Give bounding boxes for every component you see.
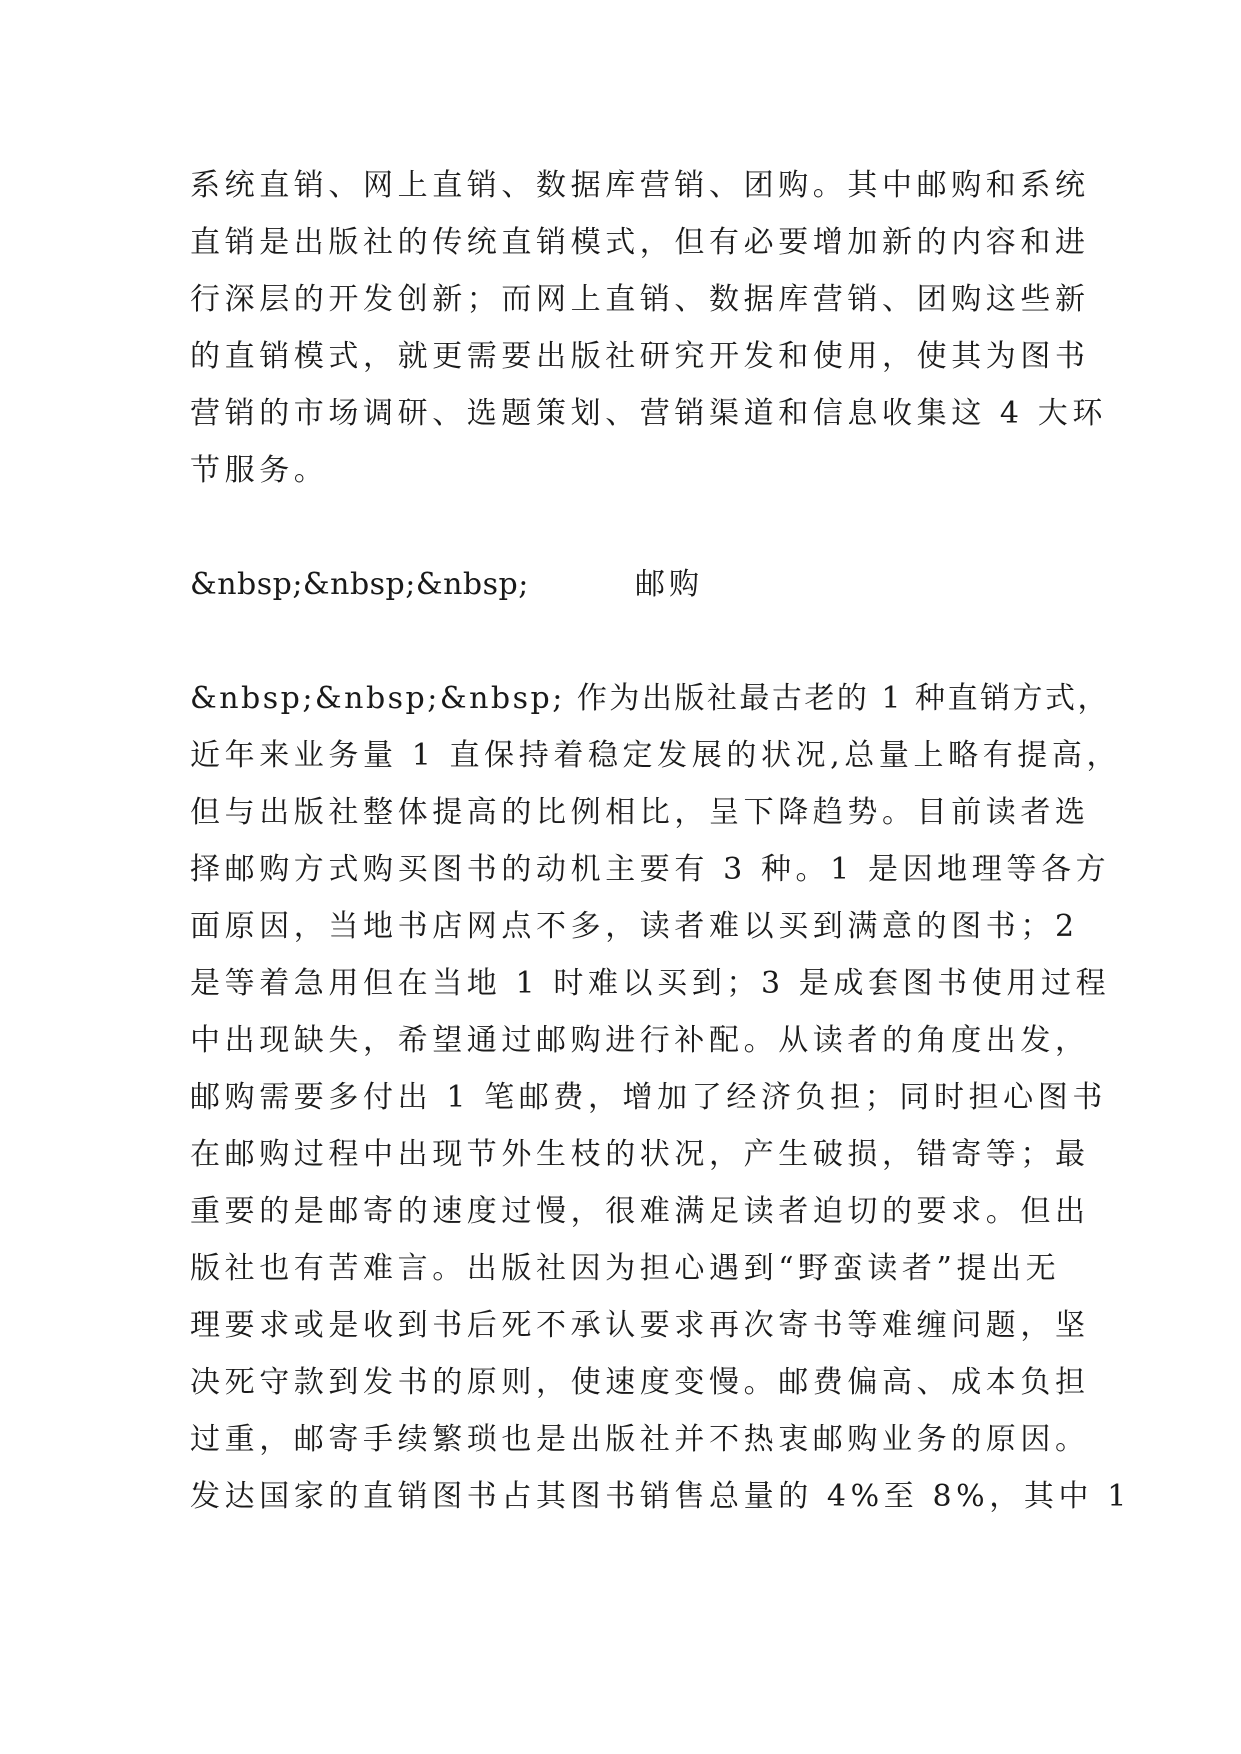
- paragraph-2-line: &nbsp;&nbsp;&nbsp; 作为出版社最古老的 1 种直销方式，: [190, 681, 1111, 716]
- section-heading-prefix: &nbsp;&nbsp;&nbsp;: [190, 567, 529, 602]
- paragraph-2-line: 发达国家的直销图书占其图书销售总量的 4%至 8%，其中 1: [190, 1479, 1131, 1514]
- paragraph-1-line: 系统直销、网上直销、数据库营销、团购。其中邮购和系统: [190, 168, 1090, 203]
- paragraph-2-line: 重要的是邮寄的速度过慢，很难满足读者迫切的要求。但出: [190, 1194, 1090, 1229]
- paragraph-1-line: 的直销模式，就更需要出版社研究开发和使用，使其为图书: [190, 339, 1090, 374]
- paragraph-2-line: 在邮购过程中出现节外生枝的状况，产生破损，错寄等；最: [190, 1137, 1090, 1172]
- paragraph-2-line: 版社也有苦难言。出版社因为担心遇到“野蛮读者”提出无: [190, 1251, 1061, 1286]
- paragraph-2-line: 理要求或是收到书后死不承认要求再次寄书等难缠问题，坚: [190, 1308, 1090, 1343]
- paragraph-1-line: 节服务。: [190, 453, 329, 488]
- paragraph-2-line: 过重，邮寄手续繁琐也是出版社并不热衷邮购业务的原因。: [190, 1422, 1090, 1457]
- paragraph-1-line: 营销的市场调研、选题策划、营销渠道和信息收集这 4 大环: [190, 396, 1107, 431]
- paragraph-1-line: 直销是出版社的传统直销模式，但有必要增加新的内容和进: [190, 225, 1090, 260]
- paragraph-2-line: 面原因，当地书店网点不多，读者难以买到满意的图书；2: [190, 909, 1079, 944]
- paragraph-2-line: 邮购需要多付出 1 笔邮费，增加了经济负担；同时担心图书: [190, 1080, 1107, 1115]
- paragraph-1-line: 行深层的开发创新；而网上直销、数据库营销、团购这些新: [190, 282, 1090, 317]
- paragraph-2-line: 是等着急用但在当地 1 时难以买到；3 是成套图书使用过程: [190, 966, 1111, 1001]
- paragraph-2-line: 中出现缺失，希望通过邮购进行补配。从读者的角度出发，: [190, 1023, 1090, 1058]
- paragraph-2-line: 近年来业务量 1 直保持着稳定发展的状况,总量上略有提高，: [190, 738, 1122, 773]
- section-heading: [190, 555, 703, 615]
- paragraph-2-line: 决死守款到发书的原则，使速度变慢。邮费偏高、成本负担: [190, 1365, 1090, 1400]
- paragraph-2-line: 择邮购方式购买图书的动机主要有 3 种。1 是因地理等各方: [190, 852, 1111, 887]
- paragraph-2-line: 但与出版社整体提高的比例相比，呈下降趋势。目前读者选: [190, 795, 1090, 830]
- section-heading-title: 邮购: [635, 567, 703, 602]
